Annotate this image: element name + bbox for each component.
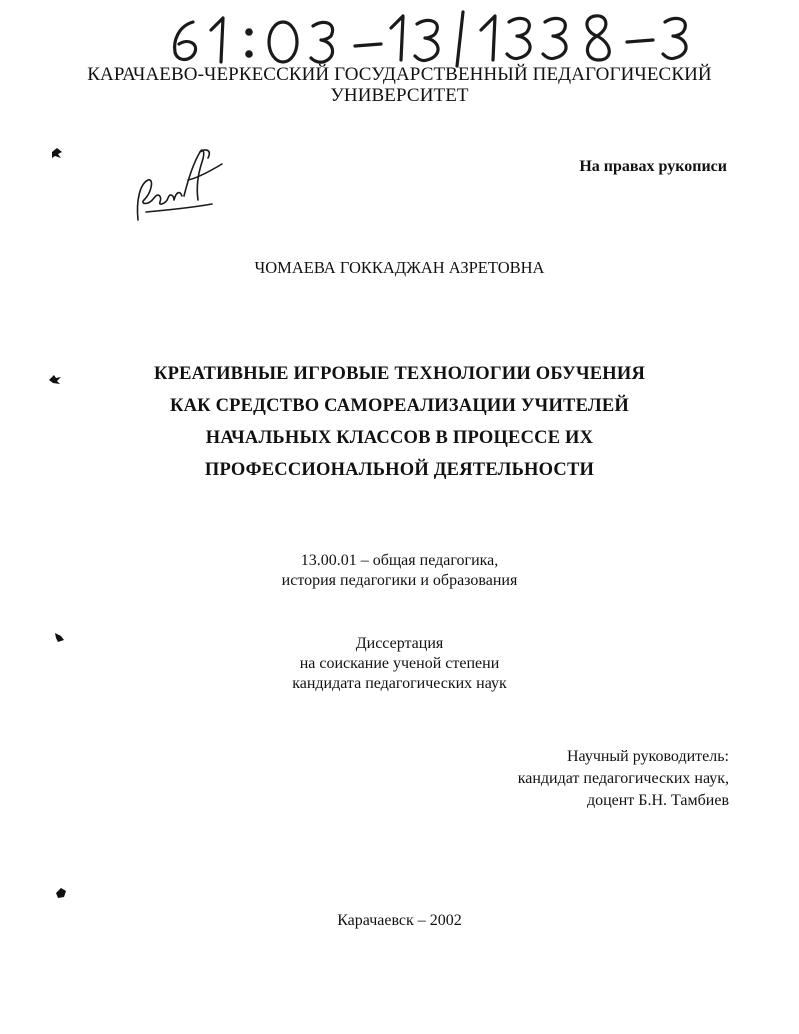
scan-mark-icon (48, 372, 62, 386)
title-line: КРЕАТИВНЫЕ ИГРОВЫЕ ТЕХНОЛОГИИ ОБУЧЕНИЯ (153, 364, 646, 384)
title-line: КАК СРЕДСТВО САМОРЕАЛИЗАЦИИ УЧИТЕЛЕЙ (169, 396, 630, 416)
author-name: ЧОМАЕВА ГОККАДЖАН АЗРЕТОВНА (254, 258, 545, 277)
dissertation-line1: Диссертация (355, 635, 444, 652)
advisor-line3: доцент Б.Н. Тамбиев (586, 792, 729, 809)
specialty-line1: 13.00.01 – общая педагогика, (300, 552, 499, 569)
handwritten-signature (128, 140, 228, 230)
scientific-advisor (518, 746, 729, 812)
city-year: Карачаевск – 2002 (337, 912, 462, 929)
specialty-line2: история педагогики и образования (281, 572, 518, 589)
manuscript-rights-note: На правах рукописи (579, 158, 727, 175)
dissertation-title (0, 358, 799, 486)
scan-mark-icon (54, 886, 68, 900)
dissertation-degree (0, 634, 799, 694)
specialty-code (0, 551, 799, 591)
title-line: ПРОФЕССИОНАЛЬНОЙ ДЕЯТЕЛЬНОСТИ (204, 460, 595, 480)
dissertation-line2: на соискание ученой степени (299, 655, 500, 672)
university-name-line1: КАРАЧАЕВО-ЧЕРКЕССКИЙ ГОСУДАРСТВЕННЫЙ ПЕДАГОГИЧЕСКИЙ (87, 64, 712, 85)
title-line: НАЧАЛЬНЫХ КЛАССОВ В ПРОЦЕССЕ ИХ (205, 428, 594, 448)
university-name-line2: УНИВЕРСИТЕТ (330, 85, 469, 106)
scan-mark-icon (50, 146, 64, 160)
dissertation-line3: кандидата педагогических наук (292, 675, 507, 692)
handwritten-catalogue-number (165, 8, 705, 68)
advisor-line2: кандидат педагогических наук, (517, 770, 729, 787)
scan-mark-icon (52, 630, 66, 644)
university-name (0, 64, 799, 106)
advisor-line1: Научный руководитель: (566, 748, 729, 765)
